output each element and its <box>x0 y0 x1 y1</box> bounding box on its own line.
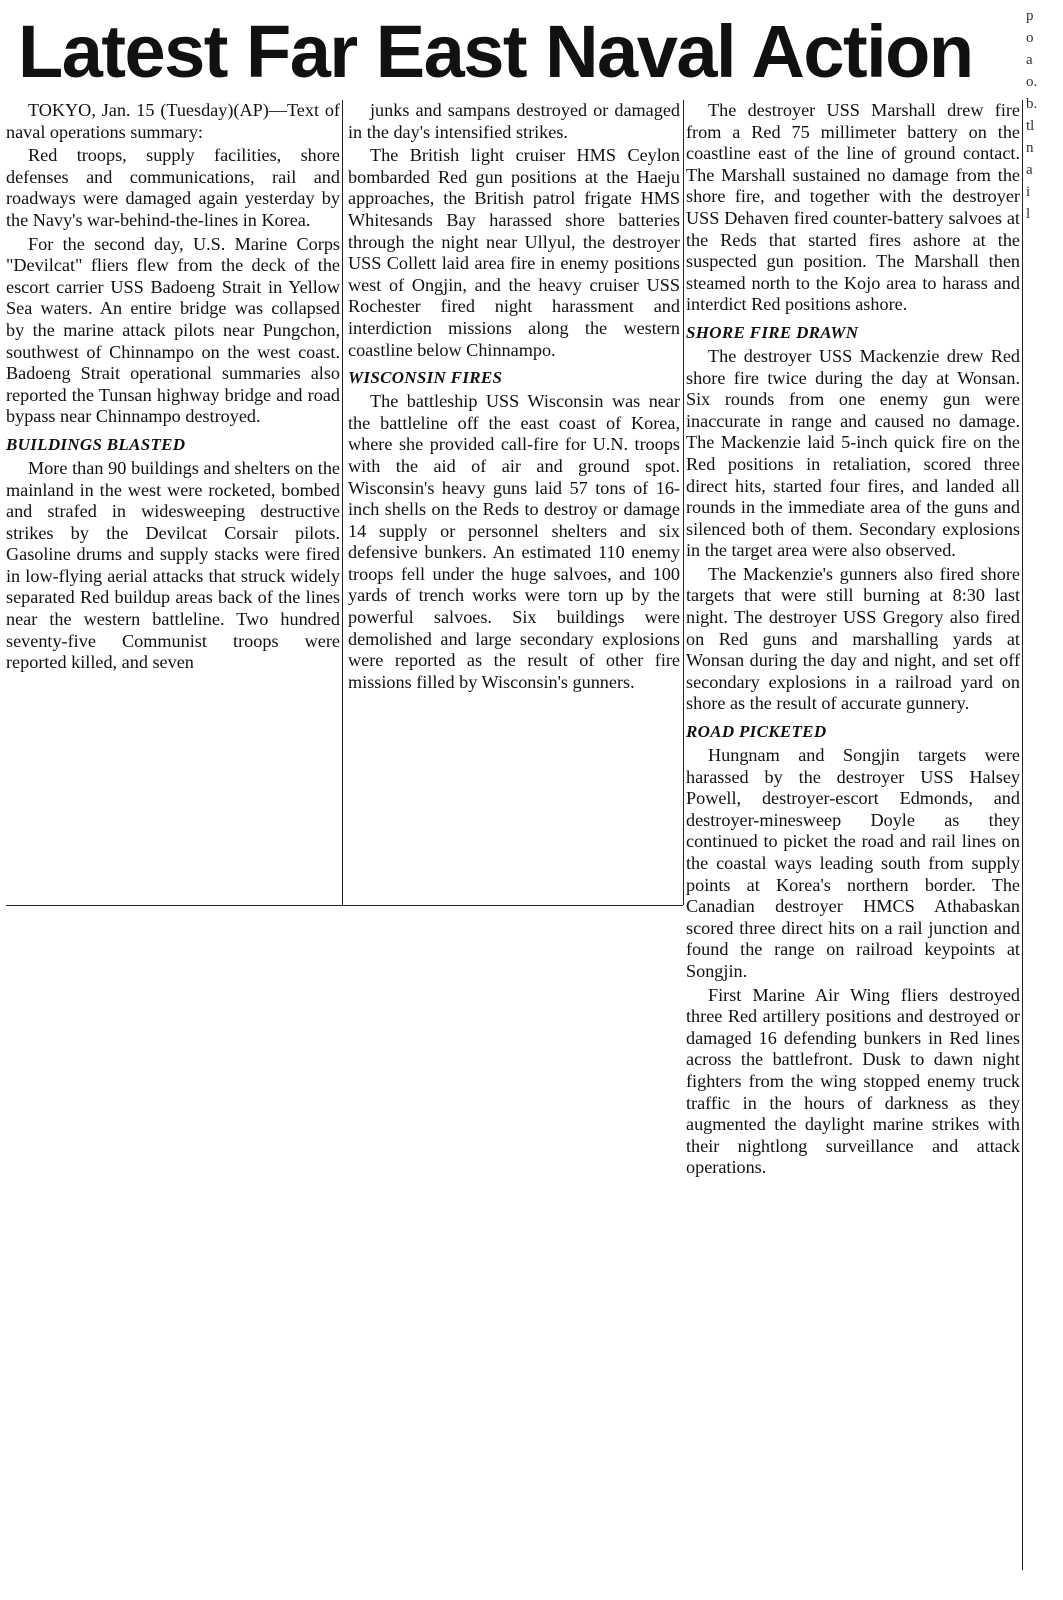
subheading: SHORE FIRE DRAWN <box>686 322 859 342</box>
paragraph: The destroyer USS Marshall drew fire from a Red 75 millimeter battery on the coastline east of the line of ground contact. The Marshall sustained no damage from the shore fire, and together with the destroyer USS Dehaven fired counter-battery salvoes at the Reds that started fires ashore at the suspected gun position. The Marshall then steamed north to the Kojo area to harass and interdict Red positions ashore. <box>686 100 1020 315</box>
edge-fragment: i <box>1026 184 1031 200</box>
edge-fragment: o. <box>1026 74 1038 90</box>
article-column-2 <box>348 100 680 695</box>
paragraph: The British light cruiser HMS Ceylon bombarded Red gun positions at the Haeju approaches, the British patrol frigate HMS Whitesands Bay harassed shore batteries through the night near Ullyul, the destroyer USS Collett laid area fire in enemy positions west of Ongjin, and the heavy cruiser USS Rochester fired night harassment and interdiction missions along the western coastline below Chinnampo. <box>348 145 680 360</box>
paragraph: TOKYO, Jan. 15 (Tuesday)(AP)—Text of naval operations summary: <box>6 100 340 142</box>
edge-fragment: a <box>1026 162 1033 178</box>
article-column-3 <box>686 100 1020 1181</box>
edge-fragment: b. <box>1026 96 1038 112</box>
article-column-1 <box>6 100 340 676</box>
paragraph: First Marine Air Wing fliers destroyed three Red artillery positions and destroyed or damaged 16 defending bunkers in Red lines across the battlefront. Dusk to dawn night fighters from the wing stopped enemy truck traffic in the hours of darkness as they augmented the daylight marine strikes with their nightlong surveillance and attack operations. <box>686 984 1020 1178</box>
paragraph: The destroyer USS Mackenzie drew Red shore fire twice during the day at Wonsan. Six rounds from one enemy gun were inaccurate in range and caused no damage. The Mackenzie laid 5-inch quick fire on the Red positions in retaliation, scored three direct hits, started four fires, and landed all rounds in the immediate area of the guns and silenced both of them. Secondary explosions in the target area were also observed. <box>686 345 1020 561</box>
paragraph: For the second day, U.S. Marine Corps "Devilcat" fliers flew from the deck of the escort carrier USS Badoeng Strait in Yellow Sea waters. An entire bridge was collapsed by the marine attack pilots near Pungchon, southwest of Chinnampo on the west coast. Badoeng Strait operational summaries also reported the Tunsan highway bridge and road bypass near Chinnampo destroyed. <box>6 233 340 427</box>
headline: Latest Far East Naval Action <box>18 10 973 93</box>
adjacent-column-fragment <box>1026 0 1060 1600</box>
edge-fragment: n <box>1026 140 1034 156</box>
paragraph: More than 90 buildings and shelters on the mainland in the west were rocketed, bombed and strafed in widesweeping destructive strikes by the Devilcat Corsair pilots. Gasoline drums and supply stacks were fired in low-flying aerial attacks that struck widely separated Red buildup areas back of the lines near the western battleline. Two hundred seventy-five Communist troops were reported killed, and seven <box>6 457 340 673</box>
column-bottom-rule <box>6 905 683 906</box>
paragraph: The Mackenzie's gunners also fired shore targets that were still burning at 8:30 last night. The destroyer USS Gregory also fired on Red guns and marshalling yards at Wonsan during the day and night, and set off secondary explosions in a railroad yard on shore as the result of accurate gunnery. <box>686 563 1020 714</box>
paragraph: junks and sampans destroyed or damaged in the day's intensified strikes. <box>348 100 680 142</box>
edge-fragment: p <box>1026 8 1034 24</box>
paragraph: Red troops, supply facilities, shore defenses and communications, rail and roadways were damaged again yesterday by the Navy's war-behind-the-lines in Korea. <box>6 145 340 230</box>
edge-fragment: o <box>1026 30 1034 46</box>
column-rule-3 <box>1022 100 1023 1570</box>
edge-fragment: tl <box>1026 118 1035 134</box>
paragraph: The battleship USS Wisconsin was near the battleline off the east coast of Korea, where she provided call-fire for U.N. troops with the aid of air and ground spot. Wisconsin's heavy guns laid 57 tons of 16-inch shells on the Reds to destroy or damage 14 supply or personnel shelters and six defensive bunkers. An estimated 110 enemy troops fell under the huge salvoes, and 100 yards of trench works were torn up by the powerful salvoes. Six buildings were demolished and large secondary explosions were reported as the result of other fire missions filled by Wisconsin's gunners. <box>348 391 680 692</box>
column-rule-2 <box>683 100 684 905</box>
edge-fragment: a <box>1026 52 1033 68</box>
edge-fragment: l <box>1026 206 1031 222</box>
subheading: WISCONSIN FIRES <box>348 368 503 388</box>
paragraph: Hungnam and Songjin targets were harassed by the destroyer USS Halsey Powell, destroyer-escort Edmonds, and destroyer-minesweep Doyle as they continued to picket the road and rail lines on the coastal ways leading south from supply points at Korea's northern border. The Canadian destroyer HMCS Athabaskan scored three direct hits on a rail junction and found the range on railroad keypoints at Songjin. <box>686 745 1020 981</box>
subheading: BUILDINGS BLASTED <box>6 434 186 454</box>
column-rule-1 <box>342 100 343 905</box>
subheading: ROAD PICKETED <box>686 722 827 742</box>
